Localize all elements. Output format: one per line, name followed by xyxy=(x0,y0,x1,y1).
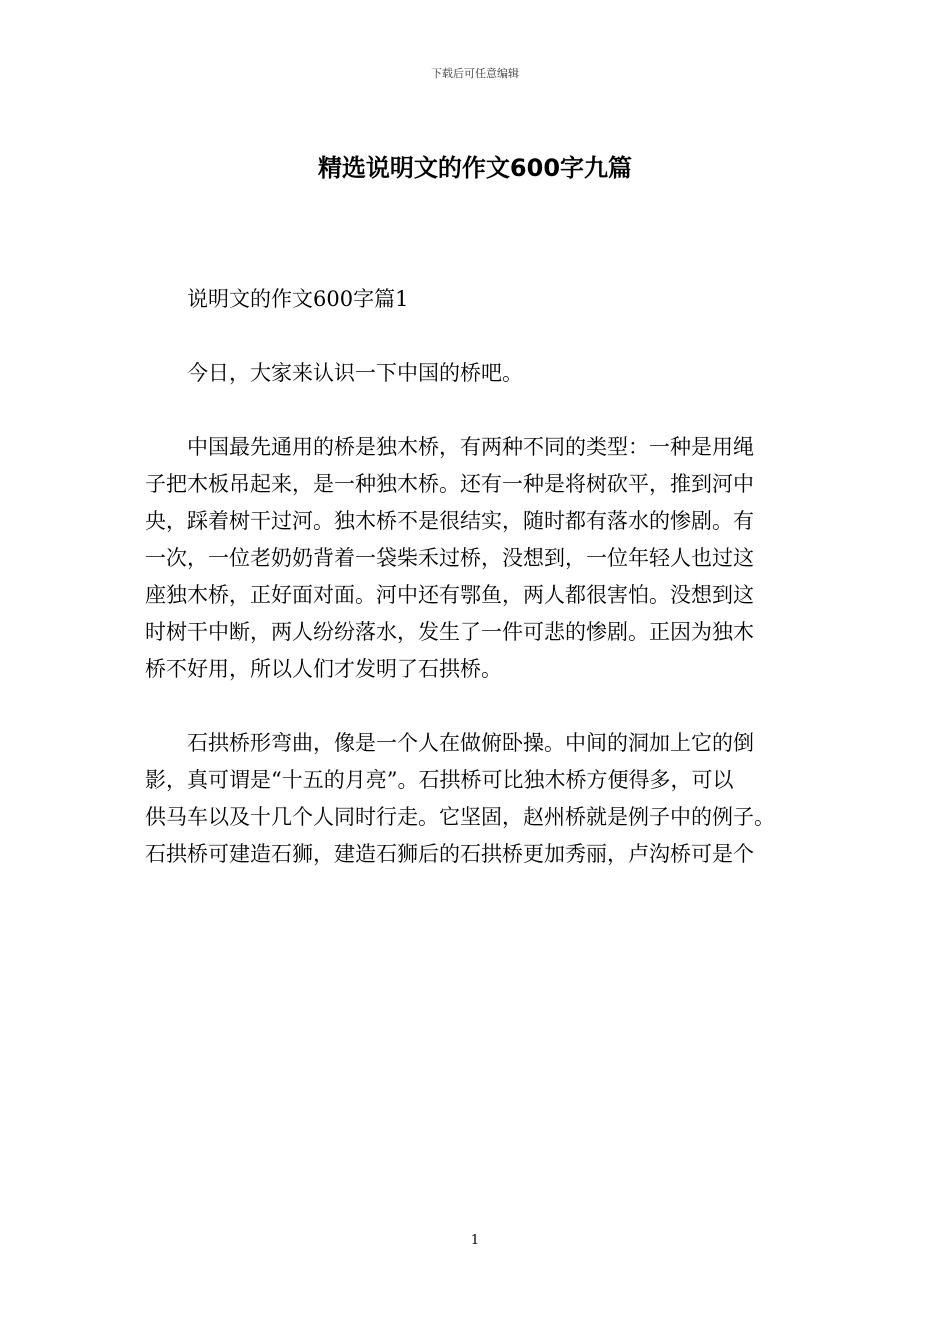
page-number: 1 xyxy=(470,1233,480,1248)
paragraph: 今日，大家来认识一下中国的桥吧。 xyxy=(187,361,523,385)
section-heading: 说明文的作文600字篇1 xyxy=(187,287,409,311)
document-body xyxy=(145,281,810,910)
header-note: 下载后可任意编辑 xyxy=(431,67,519,80)
paragraph: 石拱桥形弯曲，像是一个人在做俯卧操。中间的洞加上它的倒 影，真可谓是“十五的月亮”。石拱桥可比独木桥方便得多，可以 供马车以及十几个人同时行走。它坚固，赵州桥就是例子中的例子。 石拱桥可建造石狮，建造石狮后的石拱桥更加秀丽，卢沟桥可是个 xyxy=(145,731,775,866)
paragraph: 中国最先通用的桥是独木桥，有两种不同的类型：一种是用绳 子把木板吊起来，是一种独木桥。还有一种是将树砍平，推到河中 央，踩着树干过河。独木桥不是很结实，随时都有落水的惨剧。有 一次，一位老奶奶背着一袋柴禾过桥，没想到，一位年轻人也过这 座独木桥，正好面对面。河中还有鄂鱼，两人都很害怕。没想到这 时树干中断，两人纷纷落水，发生了一件可悲的惨剧。正因为独木 桥不好用，所以人们才发明了石拱桥。 xyxy=(145,435,754,681)
document-title: 精选说明文的作文600字九篇 xyxy=(317,154,633,182)
